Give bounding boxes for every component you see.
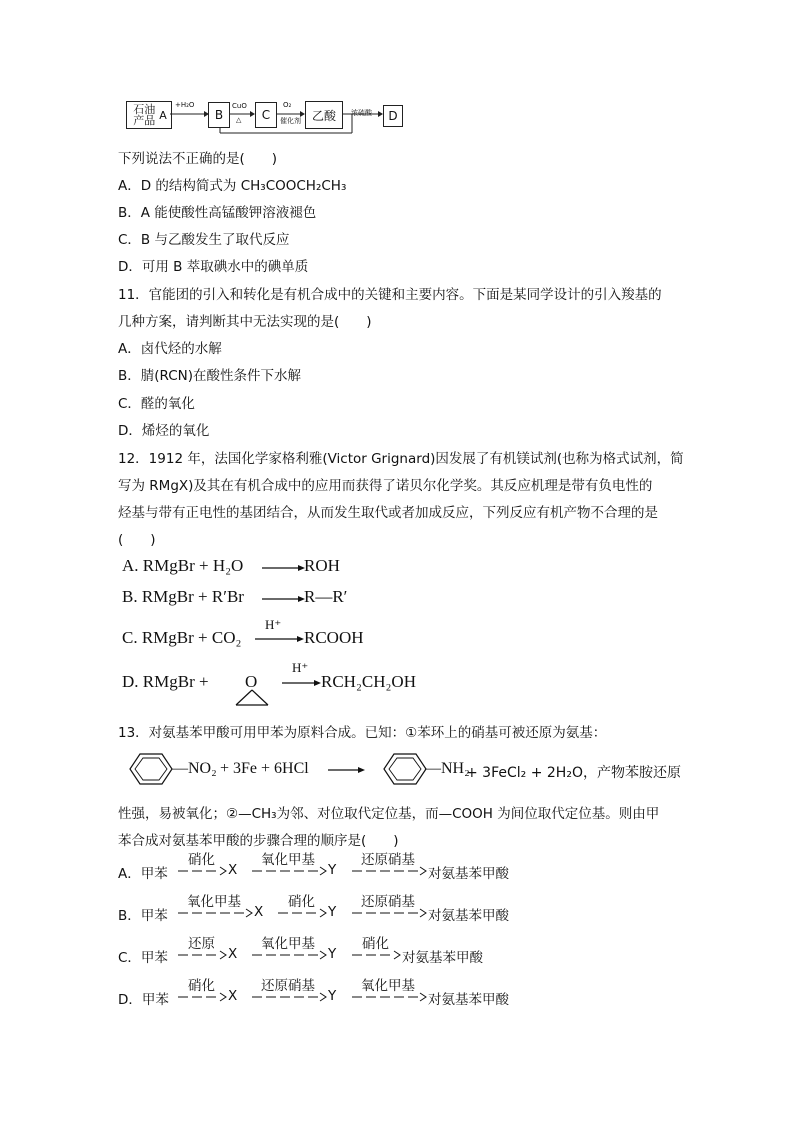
step-label: 硝化 bbox=[188, 852, 215, 868]
flow-label-cuo: CuO bbox=[232, 102, 247, 110]
intermediate-x-label: X bbox=[228, 988, 238, 1004]
intermediate-y-label: Y bbox=[328, 904, 337, 920]
flow-box-c: C bbox=[255, 102, 277, 128]
q12-stem-line3: 烃基与带有正电性的基团结合，从而发生取代或者加成反应，下列反应有机产物不合理的是 bbox=[118, 505, 658, 521]
intermediate-x-label: X bbox=[228, 946, 238, 962]
step-label: 还原 bbox=[188, 936, 215, 952]
step-label: 氧化甲基 bbox=[261, 852, 315, 868]
flow-box-b: B bbox=[208, 102, 230, 128]
intermediate-y-label: Y bbox=[328, 946, 337, 962]
step-label: 氧化甲基 bbox=[187, 894, 241, 910]
step-arrow bbox=[352, 908, 428, 918]
step-label: 硝化 bbox=[188, 978, 215, 994]
q12-stem-line4: ( ) bbox=[118, 532, 156, 548]
step-label: 硝化 bbox=[362, 936, 389, 952]
step-arrow bbox=[178, 866, 228, 876]
flow-label-h2so4: 浓硫酸 bbox=[351, 109, 372, 117]
step-arrow bbox=[278, 908, 328, 918]
q12-stem-line1: 12．1912 年，法国化学家格利雅(Victor Grignard)因发展了有机镁试剂(也称为格式试剂，简 bbox=[118, 451, 684, 467]
q11-option-a: A．卤代烃的水解 bbox=[118, 341, 222, 357]
step-label: 还原硝基 bbox=[361, 894, 415, 910]
flow-label-water: +H₂O bbox=[175, 101, 195, 109]
q11-option-d: D．烯烃的氧化 bbox=[118, 423, 210, 439]
flow-box-acetic-acid: 乙酸 bbox=[305, 101, 343, 129]
reaction-arrow bbox=[255, 634, 305, 644]
step-label: 还原硝基 bbox=[361, 852, 415, 868]
q11-stem-line2: 几种方案，请判断其中无法实现的是( ) bbox=[118, 314, 372, 330]
product-label: 对氨基苯甲酸 bbox=[428, 866, 509, 882]
q11-option-b: B．腈(RCN)在酸性条件下水解 bbox=[118, 368, 302, 384]
flow-label-catalyst: 催化剂 bbox=[280, 117, 301, 125]
flow-box-petroleum: 石油产品 A bbox=[126, 101, 172, 129]
intermediate-x-label: X bbox=[228, 862, 238, 878]
q10-option-d: D．可用 B 萃取碘水中的碘单质 bbox=[118, 259, 309, 275]
option-start-label: C．甲苯 bbox=[118, 950, 168, 966]
step-label: 硝化 bbox=[288, 894, 315, 910]
step-arrow bbox=[352, 866, 428, 876]
q11-option-c: C．醛的氧化 bbox=[118, 396, 195, 412]
product-label: 对氨基苯甲酸 bbox=[428, 908, 509, 924]
reaction-arrow bbox=[262, 594, 306, 604]
step-arrow bbox=[178, 992, 228, 1002]
step-arrow bbox=[252, 992, 328, 1002]
step-arrow bbox=[252, 866, 328, 876]
step-arrow bbox=[352, 992, 428, 1002]
reaction-arrow bbox=[328, 765, 366, 775]
q10-option-a: A．D 的结构简式为 CH₃COOCH₂CH₃ bbox=[118, 178, 347, 194]
flow-label-heat: △ bbox=[236, 116, 242, 124]
step-arrow bbox=[178, 950, 228, 960]
option-start-label: A．甲苯 bbox=[118, 866, 168, 882]
option-start-label: B．甲苯 bbox=[118, 908, 168, 924]
q13-stem-line3: 苯合成对氨基苯甲酸的步骤合理的顺序是( ) bbox=[118, 833, 399, 849]
flow-box-d: D bbox=[383, 105, 403, 127]
q10-stem: 下列说法不正确的是( ) bbox=[118, 151, 278, 167]
q13-stem-line1: 13．对氨基苯甲酸可用甲苯为原料合成。已知：①苯环上的硝基可被还原为氨基： bbox=[118, 725, 607, 741]
reaction-arrow bbox=[262, 563, 306, 573]
q10-option-b: B．A 能使酸性高锰酸钾溶液褪色 bbox=[118, 205, 317, 221]
flow-label-o2: O₂ bbox=[283, 101, 292, 109]
step-arrow bbox=[178, 908, 254, 918]
step-label: 还原硝基 bbox=[261, 978, 315, 994]
epoxide-ring-icon bbox=[230, 688, 274, 708]
intermediate-y-label: Y bbox=[328, 988, 337, 1004]
option-start-label: D．甲苯 bbox=[118, 992, 169, 1008]
product-label: 对氨基苯甲酸 bbox=[402, 950, 483, 966]
intermediate-x-label: X bbox=[254, 904, 264, 920]
q12-stem-line2: 写为 RMgX)及其在有机合成中的应用而获得了诺贝尔化学奖。其反应机理是带有负电性的 bbox=[118, 478, 653, 494]
product-label: 对氨基苯甲酸 bbox=[428, 992, 509, 1008]
q11-stem-line1: 11．官能团的引入和转化是有机合成中的关键和主要内容。下面是某同学设计的引入羧基的 bbox=[118, 287, 662, 303]
intermediate-y-label: Y bbox=[328, 862, 337, 878]
step-label: 氧化甲基 bbox=[261, 936, 315, 952]
step-arrow bbox=[352, 950, 402, 960]
benzene-ring-icon bbox=[120, 752, 180, 786]
step-arrow bbox=[252, 950, 328, 960]
reaction-arrow bbox=[282, 678, 322, 688]
step-label: 氧化甲基 bbox=[361, 978, 415, 994]
q13-stem-line2: 性强，易被氧化；②—CH₃为邻、对位取代定位基，而—COOH 为间位取代定位基。则由甲 bbox=[118, 806, 660, 822]
q10-option-c: C．B 与乙酸发生了取代反应 bbox=[118, 232, 290, 248]
